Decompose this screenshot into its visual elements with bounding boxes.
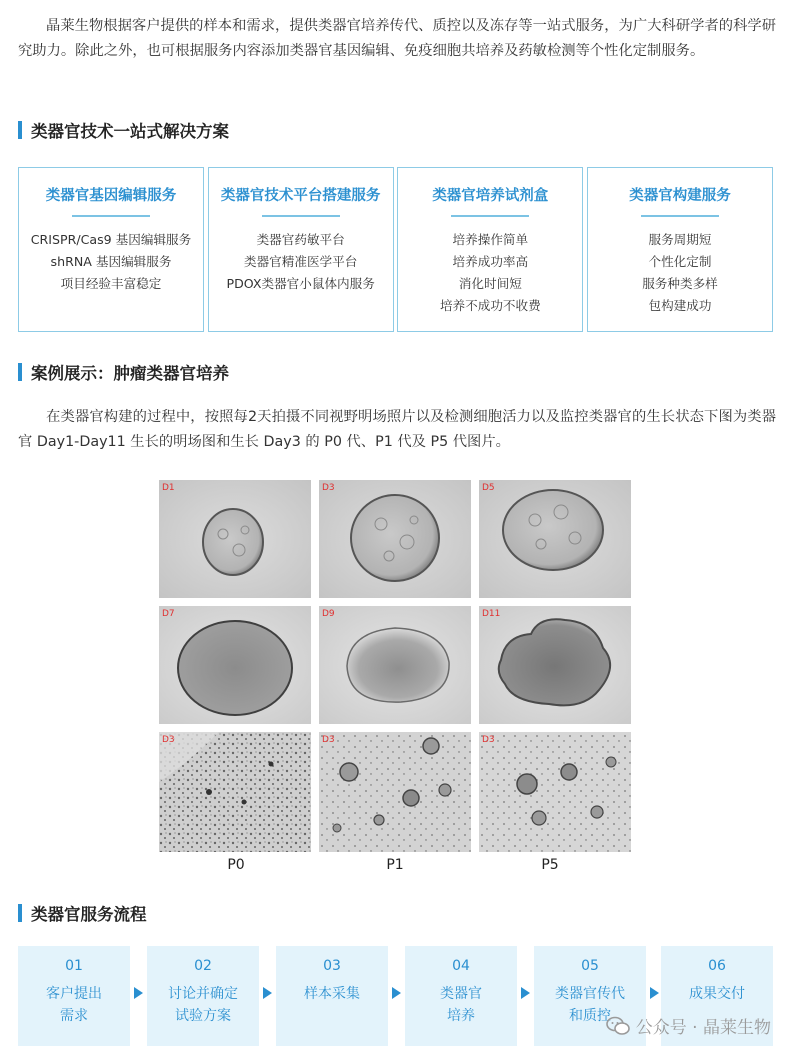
section-heading-solutions xyxy=(18,118,229,142)
step-text: 样本采集 xyxy=(304,986,360,1002)
panel-label: D9 xyxy=(322,609,335,619)
step-text: 成果交付 xyxy=(689,986,745,1002)
micrograph-panel xyxy=(479,480,631,598)
card-item: 包构建成功 xyxy=(648,298,712,313)
step-text: 客户提出 需求 xyxy=(46,986,102,1024)
arrow-right-icon xyxy=(134,987,143,999)
panel-label: D3 xyxy=(322,483,335,493)
process-step xyxy=(147,946,259,1046)
card-list xyxy=(398,229,582,317)
panel-label: D3 xyxy=(322,735,335,745)
arrow-right-icon xyxy=(521,987,530,999)
card-item: PDOX类器官小鼠体内服务 xyxy=(226,276,375,291)
card-list xyxy=(209,229,393,295)
section-heading-case xyxy=(18,360,229,384)
micrograph-panel xyxy=(319,480,471,598)
wechat-watermark xyxy=(606,1013,771,1038)
column-label-p0: P0 xyxy=(227,857,245,873)
step-number: 01 xyxy=(65,958,83,974)
card-title: 类器官培养试剂盒 xyxy=(432,188,549,204)
intro-text: 晶莱生物根据客户提供的样本和需求，提供类器官培养传代、质控以及冻存等一站式服务，为广大科研学者的科学研究助力。除此之外，也可根据服务内容添加类器官基因编辑、免疫细胞共培养及药敏检测等个性化定制服务。 xyxy=(18,18,776,59)
service-cards xyxy=(18,167,773,332)
card-item: CRISPR/Cas9 基因编辑服务 xyxy=(30,232,192,247)
service-card xyxy=(18,167,204,332)
micrograph-panel xyxy=(319,732,471,852)
wechat-icon xyxy=(606,1016,630,1036)
micrograph-panel xyxy=(159,606,311,724)
card-title: 类器官基因编辑服务 xyxy=(45,188,177,204)
step-text: 讨论并确定 试验方案 xyxy=(168,986,238,1024)
organoid-image xyxy=(319,480,471,598)
card-list xyxy=(19,229,203,295)
card-item: 培养操作简单 xyxy=(452,232,529,247)
process-step xyxy=(276,946,388,1046)
panel-label: D7 xyxy=(162,609,175,619)
case-paragraph xyxy=(18,405,776,455)
organoid-image xyxy=(159,606,311,724)
card-underline xyxy=(451,215,529,217)
card-underline xyxy=(72,215,150,217)
organoid-image xyxy=(319,606,471,724)
organoid-image xyxy=(159,480,311,598)
step-text: 类器官传代 和质控 xyxy=(555,986,625,1024)
card-item: 培养成功率高 xyxy=(452,254,529,269)
heading-bar xyxy=(18,904,22,922)
arrow-right-icon xyxy=(650,987,659,999)
step-number: 04 xyxy=(452,958,470,974)
panel-label: D3 xyxy=(482,735,495,745)
micrograph-panel xyxy=(319,606,471,724)
service-card xyxy=(208,167,394,332)
card-item: 消化时间短 xyxy=(458,276,522,291)
organoid-image xyxy=(159,732,311,852)
organoid-image xyxy=(319,732,471,852)
card-item: 类器官药敏平台 xyxy=(256,232,345,247)
panel-label: D11 xyxy=(482,609,501,619)
heading-bar xyxy=(18,363,22,381)
micrograph-panel xyxy=(479,732,631,852)
card-title: 类器官技术平台搭建服务 xyxy=(220,188,381,204)
card-title: 类器官构建服务 xyxy=(629,188,731,204)
step-number: 03 xyxy=(323,958,341,974)
step-number: 05 xyxy=(581,958,599,974)
section-heading-process xyxy=(18,901,147,925)
card-item: 个性化定制 xyxy=(648,254,712,269)
organoid-micrograph-figure xyxy=(159,480,631,855)
organoid-image xyxy=(479,732,631,852)
card-item: 服务种类多样 xyxy=(642,276,718,291)
section-title: 案例展示：肿瘤类器官培养 xyxy=(31,364,229,383)
section-title: 类器官技术一站式解决方案 xyxy=(31,122,229,141)
card-underline xyxy=(641,215,719,217)
card-item: 培养不成功不收费 xyxy=(439,298,541,313)
process-step xyxy=(405,946,517,1046)
micrograph-panel xyxy=(479,606,631,724)
service-card xyxy=(397,167,583,332)
organoid-image xyxy=(479,480,631,598)
panel-label: D3 xyxy=(162,735,175,745)
card-item: 类器官精准医学平台 xyxy=(243,254,358,269)
step-number: 06 xyxy=(708,958,726,974)
panel-label: D1 xyxy=(162,483,175,493)
arrow-right-icon xyxy=(392,987,401,999)
card-item: 项目经验丰富稳定 xyxy=(60,276,162,291)
card-item: 服务周期短 xyxy=(648,232,712,247)
service-card xyxy=(587,167,773,332)
section-title: 类器官服务流程 xyxy=(31,905,147,924)
intro-paragraph xyxy=(18,14,776,64)
step-text: 类器官 培养 xyxy=(440,986,482,1024)
organoid-image xyxy=(479,606,631,724)
micrograph-panel xyxy=(159,732,311,852)
panel-label: D5 xyxy=(482,483,495,493)
process-step xyxy=(18,946,130,1046)
arrow-right-icon xyxy=(263,987,272,999)
column-label-p5: P5 xyxy=(541,857,559,873)
heading-bar xyxy=(18,121,22,139)
step-number: 02 xyxy=(194,958,212,974)
watermark-text: 公众号 · 晶莱生物 xyxy=(635,1018,771,1038)
card-item: shRNA 基因编辑服务 xyxy=(50,254,172,269)
card-list xyxy=(588,229,772,317)
case-text: 在类器官构建的过程中，按照每2天拍摄不同视野明场照片以及检测细胞活力以及监控类器官的生长状态下图为类器官 Day1-Day11 生长的明场图和生长 Day3 的 P0 代、P1 代及 P5 代图片。 xyxy=(18,409,776,450)
column-label-p1: P1 xyxy=(386,857,404,873)
card-underline xyxy=(262,215,340,217)
micrograph-panel xyxy=(159,480,311,598)
